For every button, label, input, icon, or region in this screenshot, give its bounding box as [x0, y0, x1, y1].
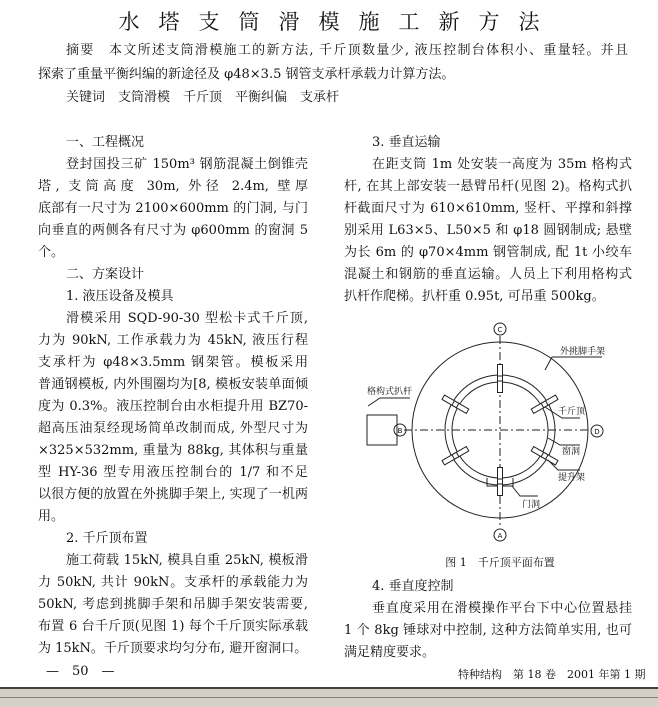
- text-line: 型 HY-36 型专用液压控制台的 1/7 和不足: [38, 465, 308, 480]
- section-heading: 二、方案设计: [66, 267, 145, 282]
- keywords: 关键词 支筒滑模 千斤顶 平衡纠偏 支承杆: [66, 90, 340, 105]
- right-column-top: [344, 132, 632, 308]
- text-line: 杆, 在其上部安装一悬臂吊杆(见图 2)。格构式扒: [344, 179, 632, 194]
- text-line: 向垂直的两侧各有尺寸为 φ600mm 的窗洞 5: [38, 223, 308, 238]
- label-jack: 千斤顶: [558, 407, 586, 417]
- section-heading: 一、工程概况: [66, 135, 145, 150]
- text-line: 50kN, 考虑到挑脚手架和吊脚手架安装需要,: [38, 597, 308, 612]
- axis-label-a: A: [497, 532, 503, 540]
- jack-layout-diagram: [340, 310, 658, 576]
- journal-info: 特种结构 第 18 卷 2001 年第 1 期: [458, 668, 646, 681]
- text-line: 以很方便的放置在外挑脚手架上, 实现了一机两: [38, 487, 308, 502]
- text-line: 超高压油泵经现场简单改制而成, 外型尺寸为: [38, 421, 308, 436]
- text-line: 在距支筒 1m 处安装一高度为 35m 格构式: [372, 157, 632, 172]
- text-line: 布置 6 台千斤顶(见图 1) 每个千斤顶实际承载: [38, 619, 308, 634]
- derrick-box: [367, 415, 397, 445]
- text-line: 力为 90kN, 工作承载力为 45kN, 液压行程: [38, 333, 308, 348]
- leader-door: [512, 486, 538, 496]
- text-line: 为长 6m 的 φ70×4mm 钢管制成, 配 1t 小绞车: [344, 245, 632, 260]
- text-line: 底部有一尺寸为 2100×600mm 的门洞, 与门: [38, 201, 308, 216]
- window-bottom-bar: [0, 687, 658, 707]
- text-line: 别采用 L63×5、L50×5 和 φ18 圆钢制成; 悬壁: [344, 223, 632, 238]
- axis-label-d: D: [594, 428, 600, 436]
- right-column-bottom: [344, 576, 632, 664]
- text-line: 登封国投三矿 150m³ 钢筋混凝土倒锥壳: [66, 157, 308, 172]
- abstract-line: 摘要 本文所述支筒滑模施工的新方法, 千斤顶数量少, 液压控制台体积小、重量轻。并且: [66, 43, 628, 58]
- section-heading: 4. 垂直度控制: [372, 579, 454, 594]
- text-line: 用。: [38, 509, 65, 524]
- text-line: 塔, 支筒高度 30m, 外径 2.4m, 壁厚: [38, 179, 308, 194]
- label-window: 窗洞: [562, 447, 581, 457]
- jack-mark: [498, 479, 503, 484]
- left-column: [38, 132, 308, 660]
- text-line: 满足精度要求。: [344, 645, 436, 660]
- axis-label-b: B: [397, 427, 403, 435]
- leader-scaffold-2: [545, 357, 552, 370]
- divider: [0, 697, 658, 698]
- text-line: 度为 0.3%。液压控制台由水柜提升用 BZ70-: [38, 399, 308, 414]
- section-heading: 3. 垂直运输: [372, 135, 441, 150]
- text-line: 普通钢模板, 内外围圈均为[8, 模板安装单面倾: [38, 377, 308, 392]
- text-line: 个。: [38, 245, 65, 260]
- text-line: 1 个 8kg 锤球对中控制, 这种方法简单实用, 也可: [344, 623, 632, 638]
- jack-lift-frame: [498, 468, 503, 496]
- section-heading: 2. 千斤顶布置: [66, 531, 148, 546]
- label-door: 门洞: [522, 500, 541, 510]
- text-line: ×325×532mm, 重量为 88kg, 其体积与重量: [38, 443, 308, 458]
- leader-derrick: [368, 398, 410, 406]
- paper-title: 水塔支筒滑模施工新方法: [118, 10, 559, 34]
- text-line: 为 15kN。千斤顶要求均匀分布, 避开窗洞口。: [38, 641, 308, 656]
- abstract-line: 探索了重量平衡纠编的新途径及 φ48×3.5 钢管支承杆承载力计算方法。: [38, 66, 455, 82]
- text-line: 混凝土和钢筋的垂直运输。人员上下利用格构式: [344, 267, 632, 282]
- page-number: — 50 —: [46, 664, 115, 679]
- text-line: 杆截面尺寸为 610×610mm, 竖杆、平撑和斜撑: [344, 201, 632, 216]
- text-line: 滑模采用 SQD-90-30 型松卡式千斤顶,: [66, 311, 308, 326]
- label-derrick: 格构式扒杆: [367, 387, 413, 397]
- abstract: [38, 39, 628, 110]
- section-heading: 1. 液压设备及模具: [66, 289, 174, 304]
- jack-mark: [498, 376, 503, 381]
- text-line: 扒杆作爬梯。扒杆重 0.95t, 可吊重 500kg。: [344, 289, 605, 304]
- text-line: 力 50kN, 共计 90kN。支承杆的承载能力为: [38, 575, 308, 590]
- figure-caption: 图 1 千斤顶平面布置: [445, 556, 555, 569]
- jack-lift-frame: [498, 365, 503, 393]
- label-lift-frame: 提升架: [558, 473, 586, 483]
- axis-label-c: C: [497, 326, 503, 334]
- figure-1: [340, 310, 658, 576]
- text-line: 垂直度采用在滑模操作平台下中心位置悬挂: [372, 601, 632, 616]
- label-scaffold: 外挑脚手架: [560, 347, 606, 357]
- text-line: 支承杆为 φ48×3.5mm 钢架管。模板采用: [38, 355, 308, 370]
- text-line: 施工荷载 15kN, 模具自重 25kN, 模板滑: [66, 553, 308, 568]
